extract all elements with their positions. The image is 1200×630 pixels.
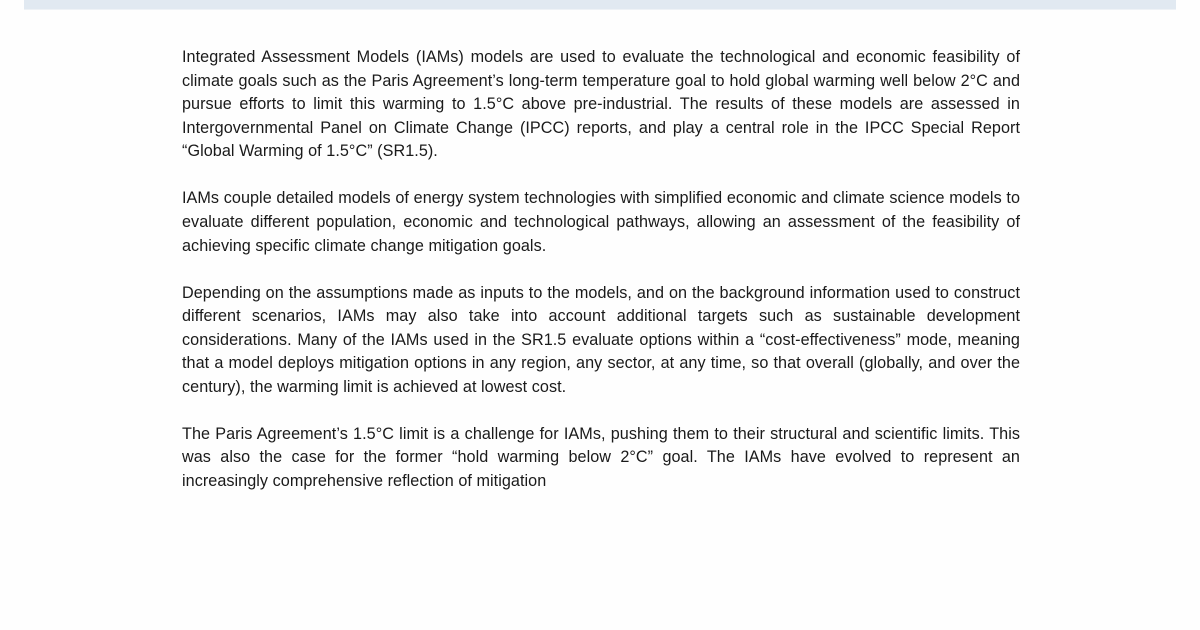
paragraph-paris-limit: The Paris Agreement’s 1.5°C limit is a challenge for IAMs, pushing them to their structural and scientific limits. This was also the case for the former “hold warming below 2°C” goal. The IAMs have evolved to represent an increasingly comprehensive reflection of mitigation (182, 424, 1020, 491)
paragraph-iams-intro: Integrated Assessment Models (IAMs) models are used to evaluate the technological and economic feasibility of climate goals such as the Paris Agreement’s long-term temperature goal to hold global warming well below 2°C and pursue efforts to limit this warming to 1.5°C above pre-industrial. The results of these models are assessed in Intergovernmental Panel on Climate Change (IPCC) reports, and play a central role in the IPCC Special Report “Global Warming of 1.5°C” (SR1.5). (182, 48, 1020, 161)
document-page (182, 46, 1020, 494)
top-banner-strip (24, 0, 1176, 9)
paragraph-assumptions: Depending on the assumptions made as inputs to the models, and on the background information used to construct different scenarios, IAMs may also take into account additional targets such as sustainable development considerations. Many of the IAMs used in the SR1.5 evaluate options within a “cost-effectiveness” mode, meaning that a model deploys mitigation options in any region, any sector, at any time, so that overall (globally, and over the century), the warming limit is achieved at lowest cost. (182, 283, 1020, 396)
paragraph-iams-coupling: IAMs couple detailed models of energy system technologies with simplified economic and climate science models to evaluate different population, economic and technological pathways, allowing an assessment of the feasibility of achieving specific climate change mitigation goals. (182, 189, 1020, 255)
